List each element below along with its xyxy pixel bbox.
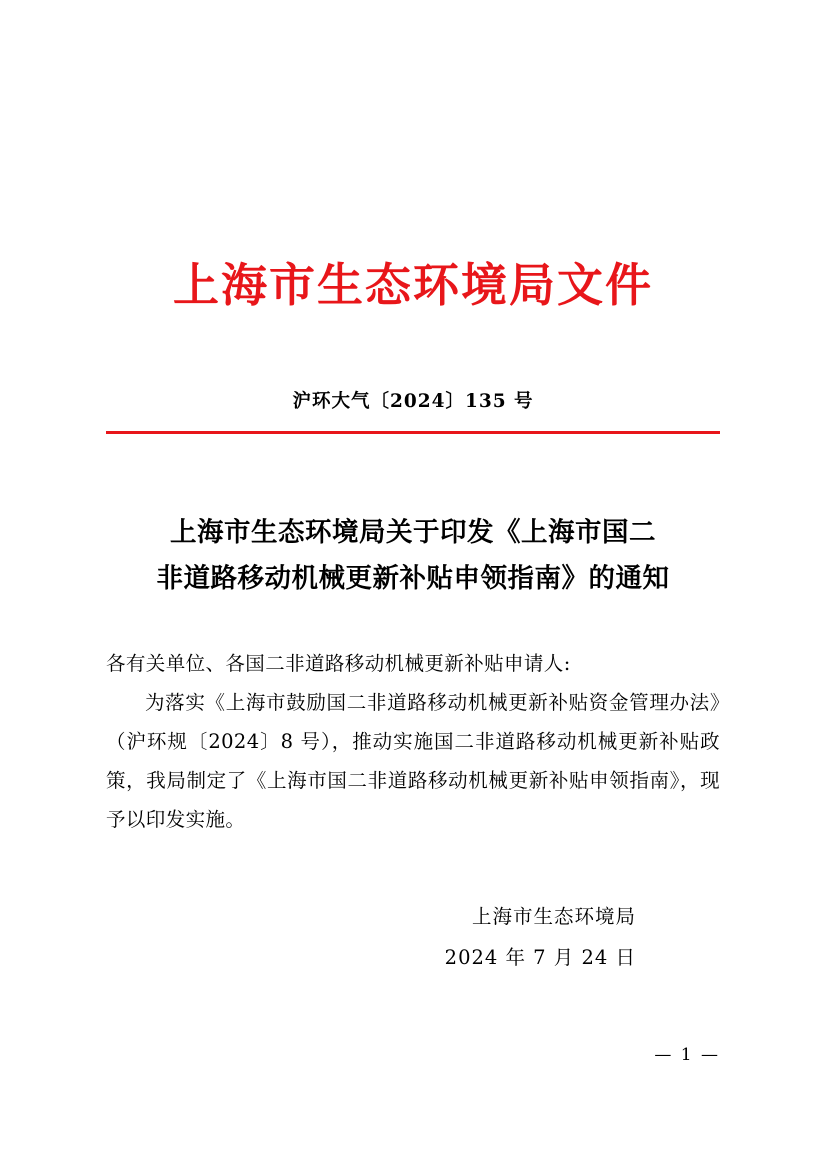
page-title-line-2: 非道路移动机械更新补贴申领指南》的通知 — [156, 563, 670, 595]
signature-block — [106, 897, 720, 979]
page-title — [106, 510, 720, 603]
document-header — [106, 0, 720, 313]
page-title-line-1: 上海市生态环境局关于印发《上海市国二 — [170, 516, 656, 548]
document-number: 沪环大气〔2024〕135 号 — [292, 391, 534, 413]
issuing-authority-banner: 上海市生态环境局文件 — [173, 258, 653, 312]
body-paragraph-1: 为落实《上海市鼓励国二非道路移动机械更新补贴资金管理办法》（沪环规〔2024〕8 号），推动实施国二非道路移动机械更新补贴政策，我局制定了《上海市国二非道路移动机械更新补贴申领指南》，现予以印发实施。 — [106, 691, 720, 832]
document-body — [106, 644, 720, 839]
red-divider-rule — [106, 431, 720, 434]
signature-issuer: 上海市生态环境局 — [471, 905, 636, 929]
salutation: 各有关单位、各国二非道路移动机械更新补贴申请人: — [106, 652, 571, 676]
page-number: — 1 — — [654, 1045, 720, 1065]
signature-date: 2024 年 7 月 24 日 — [444, 946, 636, 970]
